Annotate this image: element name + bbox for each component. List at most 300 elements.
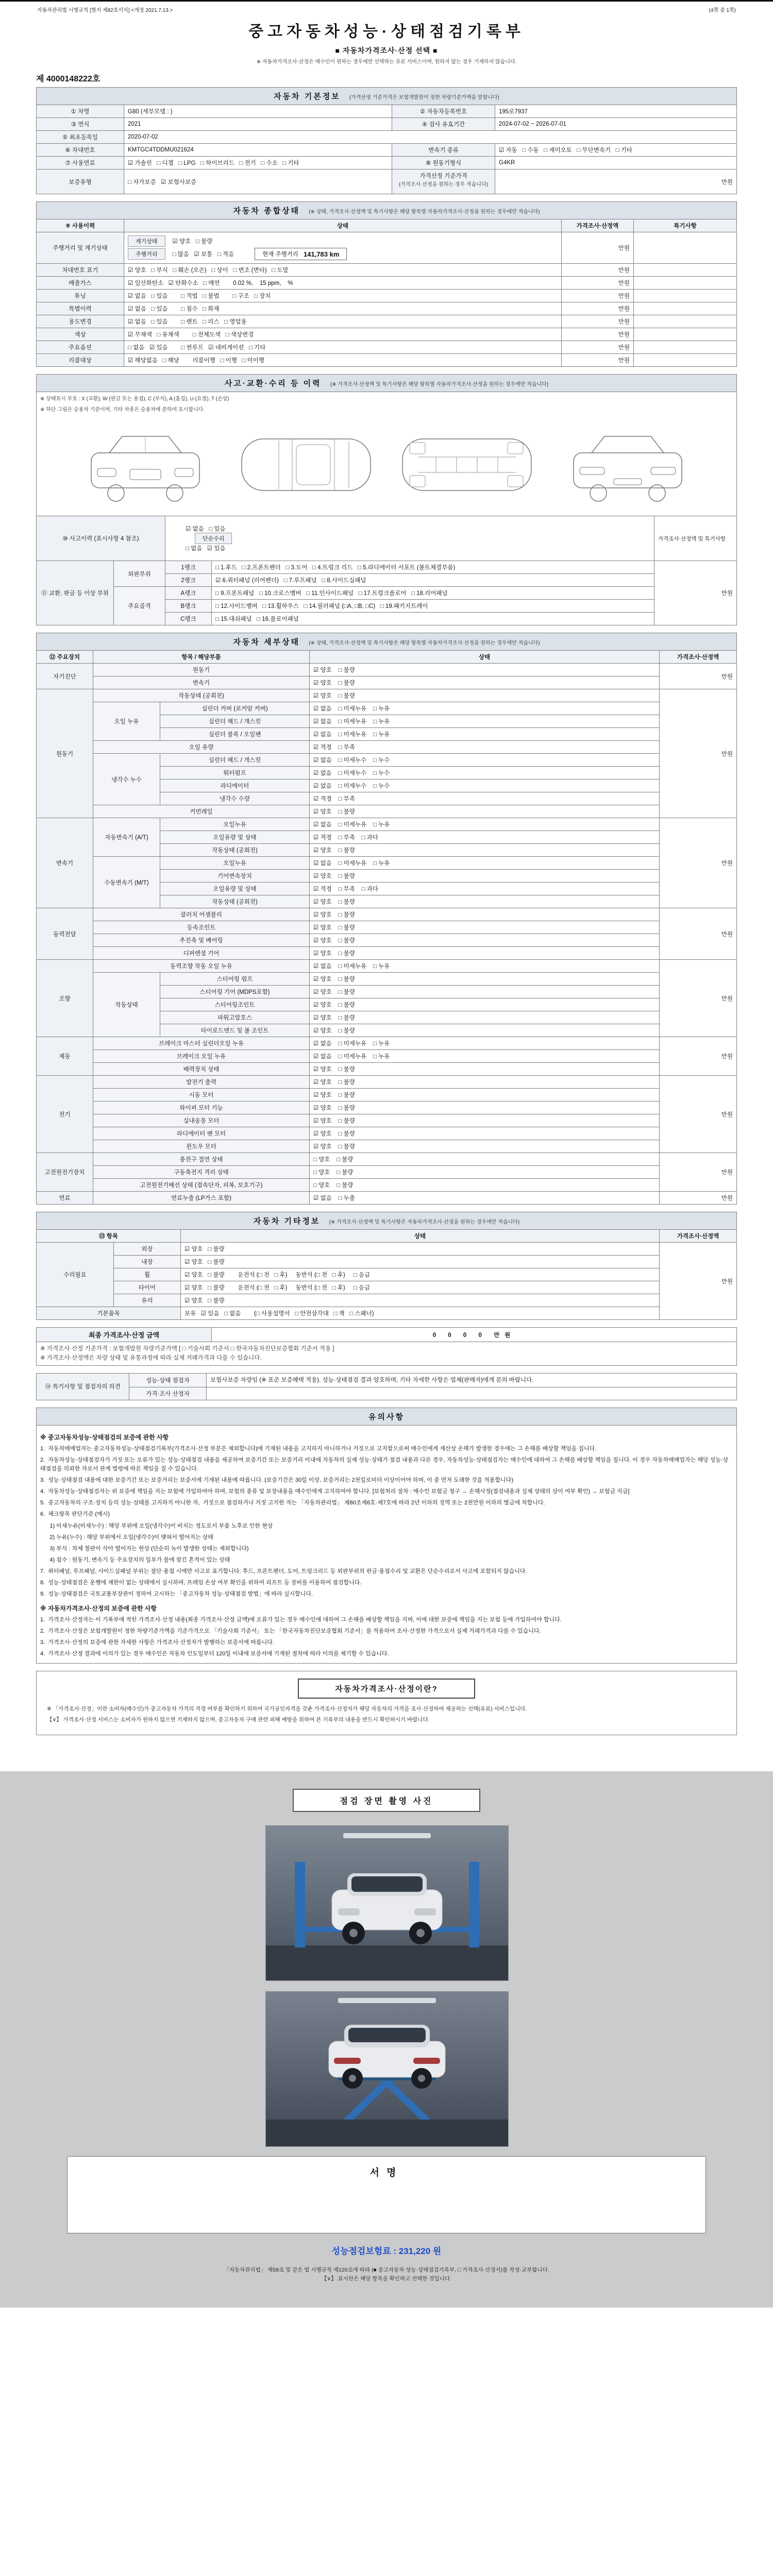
notice-item: 4. 가격조사·산정 결과에 이의가 있는 경우 매수인은 자동차 인도일부터 120일 이내에 보증서에 기재된 절차에 따라 이의를 제기할 수 있습니다. bbox=[40, 1650, 389, 1657]
detail-status: ☑ 없음 □ 미세누유 □ 누유 bbox=[310, 960, 660, 973]
price-cell: 만원 bbox=[561, 277, 633, 290]
detail-row bbox=[37, 1153, 737, 1166]
warranty-type-label: 보증유형 bbox=[37, 170, 124, 194]
special-history-label: 특별이력 bbox=[37, 302, 124, 315]
detail-item: 원동기 bbox=[93, 664, 310, 676]
simple-repair-label: 단순수리 bbox=[195, 533, 232, 544]
rankC-label: C랭크 bbox=[165, 613, 212, 625]
vehicle-name-label: ① 차명 bbox=[37, 105, 124, 118]
section-detailed-condition bbox=[37, 633, 737, 651]
detail-status: ☑ 양호 □ 불량 bbox=[310, 664, 660, 676]
detail-row bbox=[37, 1127, 737, 1140]
col-item: 항목 / 해당부품 bbox=[93, 651, 310, 664]
emission-status: ☑ 일산화탄소 ☑ 탄화수소 □ 매연 0.02 %, 15 ppm, % bbox=[124, 277, 562, 290]
price-cell: 만원 bbox=[561, 341, 633, 354]
price-cell: 만원 bbox=[561, 290, 633, 302]
detail-item: 윈도우 모터 bbox=[93, 1140, 310, 1153]
table-row bbox=[37, 341, 737, 354]
col-price: 가격조사·산정액 bbox=[561, 219, 633, 232]
table-row bbox=[37, 1281, 737, 1294]
group-steering: 조향 bbox=[37, 960, 93, 1037]
accident-history-status-cell bbox=[165, 516, 654, 561]
notice-item: 6. 체크항목 판단기준 (예시) bbox=[40, 1511, 110, 1518]
diagram-basis-legend: ※ 하단 그림은 승용차 기준이며, 기타 차종은 승용차에 준하여 표시합니다. bbox=[40, 407, 205, 413]
repair-needed-group: 수리필요 bbox=[37, 1243, 114, 1307]
accident-history-status: ☑ 없음 □ 있음 bbox=[185, 526, 226, 532]
detail-status: ☑ 양호 □ 불량 bbox=[310, 895, 660, 908]
col-price: 가격조사·산정액 bbox=[660, 1230, 737, 1243]
detail-row bbox=[37, 818, 737, 831]
detail-item: 오일유량 및 상태 bbox=[160, 831, 310, 844]
price-cell: 만원 bbox=[561, 264, 633, 277]
usage-change-label: 용도변경 bbox=[37, 315, 124, 328]
col-usage-history: ⑨ 사용이력 bbox=[37, 219, 124, 232]
col-device: ⑫ 주요장치 bbox=[37, 651, 93, 664]
price-cell: 만원 bbox=[561, 354, 633, 367]
col-status: 상태 bbox=[181, 1230, 660, 1243]
detail-item: 충전구 절연 상태 bbox=[93, 1153, 310, 1166]
law-note bbox=[36, 4, 737, 13]
detail-status: ☑ 없음 □ 미세누유 □ 누유 bbox=[310, 728, 660, 741]
vin-value: KMTGC4TDDMU021624 bbox=[124, 144, 392, 157]
meter-label: 계기상태 bbox=[128, 235, 165, 247]
detail-row bbox=[37, 1101, 737, 1114]
group-price: 만원 bbox=[659, 1192, 736, 1205]
detail-status: ☑ 양호 □ 불량 bbox=[310, 1114, 660, 1127]
document-title: 중고자동차성능·상태점검기록부 bbox=[248, 23, 525, 40]
detail-status: ☑ 없음 □ 미세누유 □ 누유 bbox=[310, 1037, 660, 1050]
detail-row bbox=[37, 1050, 737, 1063]
price-survey-explainer-p1: ※ 「가격조사·산정」이란 소비자(매수인)가 중고자동차 가격의 적정 여부를 확인하기 위하여 국가공인자격을 갖춘 가격조사·산정자가 해당 자동차의 가격을 조사·산정하여 제공하는 선택(유료) 서비스입니다. bbox=[47, 1706, 527, 1713]
group-power-train: 동력전달 bbox=[37, 908, 93, 960]
detail-status: ☑ 없음 □ 미세누수 □ 누수 bbox=[310, 754, 660, 767]
detail-status: ☑ 양호 □ 불량 bbox=[310, 1089, 660, 1101]
base-price-label-text: 가격산정 기준가격 bbox=[419, 173, 467, 179]
price-survey-explainer bbox=[36, 1671, 737, 1735]
detail-item: 실린더 헤드 / 개스킷 bbox=[160, 754, 310, 767]
detail-status: ☑ 적정 □ 부족 bbox=[310, 792, 660, 805]
fuel-type-label: ⑦ 사용연료 bbox=[37, 157, 124, 170]
notice-item: 1) 미세누유(미세누수) : 해당 부위에 오일(냉각수)이 비치는 정도로서 부품 노후로 인한 현상 bbox=[40, 1522, 273, 1529]
detail-status: ☑ 양호 □ 불량 bbox=[310, 805, 660, 818]
inspection-valid-label: ④ 검사 유효기간 bbox=[392, 118, 495, 131]
accident-history-table bbox=[36, 374, 737, 625]
detail-status: □ 양호 □ 불량 bbox=[310, 1166, 660, 1179]
section-notice bbox=[37, 1408, 737, 1426]
detail-row bbox=[37, 1089, 737, 1101]
price-survey-select-title: ■ 자동차가격조사·산정 선택 ■ bbox=[335, 46, 438, 55]
section-note: (가격산정 기준가격은 보험개발원이 정한 차량기준가액을 말합니다) bbox=[349, 95, 499, 100]
table-row bbox=[37, 328, 737, 341]
detail-status: ☑ 적정 □ 부족 □ 과다 bbox=[310, 883, 660, 895]
page-number-note: (4쪽 중 1쪽) bbox=[709, 8, 736, 13]
detail-status: ☑ 양호 □ 불량 bbox=[310, 998, 660, 1011]
photo-section-title: 점검 장면 촬영 사진 bbox=[293, 1789, 480, 1812]
mileage-label: 주행거리 bbox=[128, 248, 165, 260]
subgroup-coolant-leak: 냉각수 누수 bbox=[93, 754, 160, 805]
vin-mark-label: 차대번호 표기 bbox=[37, 264, 124, 277]
final-price-label: 최종 가격조사·산정 금액 bbox=[37, 1328, 212, 1342]
rank-row bbox=[37, 587, 737, 600]
inspection-valid-value: 2024-07-02 ~ 2026-07-01 bbox=[495, 118, 737, 131]
signature-box bbox=[67, 2156, 706, 2233]
detail-status: ☑ 양호 □ 불량 bbox=[310, 689, 660, 702]
detail-status: ☑ 양호 □ 불량 bbox=[310, 1011, 660, 1024]
basic-info-table bbox=[36, 87, 737, 194]
remark-cell bbox=[633, 232, 736, 264]
model-year-label: ③ 연식 bbox=[37, 118, 124, 131]
detail-row bbox=[37, 1179, 737, 1192]
table-row bbox=[37, 354, 737, 367]
engine-type-value: G4KR bbox=[495, 157, 737, 170]
detail-item: 스티어링 펌프 bbox=[160, 973, 310, 986]
section-title: 유의사항 bbox=[368, 1413, 405, 1422]
detail-status: ☑ 없음 □ 미세누유 □ 누유 bbox=[310, 715, 660, 728]
table-row bbox=[37, 157, 737, 170]
detail-item: 타이로드엔드 및 볼 조인트 bbox=[160, 1024, 310, 1037]
col-remark: 특기사항 bbox=[633, 219, 736, 232]
detail-item: 워터펌프 bbox=[160, 767, 310, 779]
current-mileage-box bbox=[255, 248, 347, 260]
notice-item: 2. 가격조사·산정은 보험개발원이 정한 차량기준가액을 기준가격으로 「기술사회 기준서」 또는 「한국자동차진단보증협회 기준서」를 적용하여 조사·산정한 가격으로서 실제 거래가격과 다를 수 있습니다. bbox=[40, 1628, 541, 1634]
section-note: (※ 가격조사·산정액 및 특기사항은 자동차가격조사·산정을 원하는 경우에만 적습니다) bbox=[329, 1219, 520, 1225]
group-price: 만원 bbox=[659, 1153, 736, 1192]
emission-label: 배출가스 bbox=[37, 277, 124, 290]
simple-repair-status: □ 없음 ☑ 있음 bbox=[185, 546, 226, 552]
accident-flag-row bbox=[37, 516, 737, 561]
detail-item: 실린더 블록 / 오일팬 bbox=[160, 728, 310, 741]
remark-cell bbox=[633, 328, 736, 341]
detail-row bbox=[37, 702, 737, 715]
notice-item: 4) 침수 : 원동기, 변속기 등 주요장치의 일부가 물에 잠긴 흔적이 있는 상태 bbox=[40, 1556, 230, 1563]
final-price-row bbox=[37, 1328, 737, 1342]
detail-row bbox=[37, 973, 737, 986]
detail-status: ☑ 양호 □ 불량 bbox=[310, 947, 660, 960]
first-registration-value: 2020-07-02 bbox=[124, 131, 737, 144]
recall-label: 리콜대상 bbox=[37, 354, 124, 367]
base-price-value: 만원 bbox=[495, 170, 737, 194]
table-row bbox=[37, 1294, 737, 1307]
meter-status: ☑ 양호 □ 불량 bbox=[172, 239, 213, 245]
detail-status: ☑ 양호 □ 불량 bbox=[310, 844, 660, 857]
table-row bbox=[37, 302, 737, 315]
detail-status: ☑ 없음 □ 미세누수 □ 누수 bbox=[310, 779, 660, 792]
appraiser-role-label: 가격·조사 산정자 bbox=[129, 1387, 207, 1400]
detail-status: ☑ 없음 □ 미세누유 □ 누유 bbox=[310, 857, 660, 870]
appraiser-opinion-text bbox=[207, 1387, 737, 1400]
fuel-type-checkboxes: ☑ 가솔린 □ 디젤 □ LPG □ 하이브리드 □ 전기 □ 수소 □ 기타 bbox=[124, 157, 392, 170]
group-electric: 전기 bbox=[37, 1076, 93, 1153]
notice-body-row bbox=[37, 1426, 737, 1664]
section-overall-condition bbox=[37, 202, 737, 219]
current-mileage-label: 현재 주행거리 bbox=[262, 251, 298, 258]
detail-item: 실내송풍 모터 bbox=[93, 1114, 310, 1127]
notice-item: 3) 부식 : 차체 철판이 삭아 떨어지는 현상 (단순히 녹이 발생한 상태는 제외합니다) bbox=[40, 1545, 249, 1552]
car-diagram-underbody-view bbox=[392, 421, 542, 509]
detail-status: ☑ 양호 □ 불량 bbox=[310, 986, 660, 998]
basic-items-status: 보유 ☑ 있음 □ 없음 (□ 사용설명서 □ 안전삼각대 □ 잭 □ 스패너) bbox=[181, 1307, 660, 1320]
detail-status: ☑ 양호 □ 불량 bbox=[310, 1140, 660, 1153]
detail-item: 디퍼렌셜 기어 bbox=[93, 947, 310, 960]
accident-price-header: 가격조사·산정액 및 특기사항 bbox=[654, 516, 736, 561]
detail-item: 배력장치 상태 bbox=[93, 1063, 310, 1076]
detail-item: 오일 유량 bbox=[93, 741, 310, 754]
color-label: 색상 bbox=[37, 328, 124, 341]
notice-item: 2) 누유(누수) : 해당 부위에서 오일(냉각수)이 맺혀서 떨어지는 상태 bbox=[40, 1534, 213, 1540]
detail-item: 연료누출 (LP가스 포함) bbox=[93, 1192, 310, 1205]
rankC-items: □ 15.대쉬패널 □ 16.플로어패널 bbox=[212, 613, 654, 625]
car-diagram-front-view bbox=[71, 421, 220, 509]
accident-price-cell: 만원 bbox=[654, 561, 736, 625]
mileage-status: □ 많음 ☑ 보통 □ 적음 bbox=[172, 251, 234, 258]
inspection-photo-front bbox=[265, 1825, 509, 1981]
detail-status: □ 양호 □ 불량 bbox=[310, 1153, 660, 1166]
table-row bbox=[37, 131, 737, 144]
inspection-photo-rear-lifted bbox=[265, 1991, 509, 2147]
subgroup-steering-operation: 작동상태 bbox=[93, 973, 160, 1037]
tire-label: 타이어 bbox=[114, 1281, 181, 1294]
remark-cell bbox=[633, 277, 736, 290]
law-note-text: 자동차관리법 시행규칙 [별지 제82호서식] <개정 2021.7.13.> bbox=[37, 8, 173, 13]
table-row bbox=[37, 105, 737, 118]
group-self-diagnosis: 자기진단 bbox=[37, 664, 93, 689]
special-history-status: ☑ 없음 □ 있음 □ 침수 □ 화재 bbox=[124, 302, 562, 315]
tire-status: ☑ 양호 □ 불량 운전석 (□ 전 □ 후) 동반석 (□ 전 □ 후) □ 응급 bbox=[181, 1281, 660, 1294]
detail-item: 라디에이터 팬 모터 bbox=[93, 1127, 310, 1140]
rankB-label: B랭크 bbox=[165, 600, 212, 613]
table-row bbox=[37, 290, 737, 302]
section-title: 자동차 기본정보 bbox=[274, 92, 341, 101]
detail-item: 스티어링 기어 (MDPS포함) bbox=[160, 986, 310, 998]
exterior-status: ☑ 양호 □ 불량 bbox=[181, 1243, 660, 1256]
group-fuel: 연료 bbox=[37, 1192, 93, 1205]
detail-status: ☑ 양호 □ 불량 bbox=[310, 676, 660, 689]
transmission-type-checkboxes: ☑ 자동 □ 수동 □ 세미오토 □ 무단변속기 □ 기타 bbox=[495, 144, 737, 157]
notice-item: 8. 성능·상태점검은 운행에 제한이 없는 상태에서 실시하며, 프레임 손상 여부 확인을 위하여 리프트 등 장비를 이용하여 점검합니다. bbox=[40, 1579, 362, 1586]
detail-row bbox=[37, 921, 737, 934]
diagram-row bbox=[37, 392, 737, 516]
detail-item: 라디에이터 bbox=[160, 779, 310, 792]
price-survey-explainer-title: 자동차가격조사·산정이란? bbox=[298, 1679, 475, 1699]
section-etc-info bbox=[37, 1212, 737, 1230]
detail-status: ☑ 적정 □ 부족 bbox=[310, 741, 660, 754]
group-transmission: 변속기 bbox=[37, 818, 93, 908]
notice-heading-1: ※ 중고자동차성능·상태점검의 보증에 관한 사항 bbox=[40, 1434, 169, 1442]
detail-status: ☑ 없음 □ 미세누유 □ 누유 bbox=[310, 818, 660, 831]
model-year-value: 2021 bbox=[124, 118, 392, 131]
detail-item: 냉각수 수량 bbox=[160, 792, 310, 805]
table-header-row bbox=[37, 651, 737, 664]
outer-panel-label: 외판부위 bbox=[114, 561, 165, 587]
detail-status: ☑ 양호 □ 불량 bbox=[310, 921, 660, 934]
etc-price-cell: 만원 bbox=[660, 1243, 737, 1320]
group-engine: 원동기 bbox=[37, 689, 93, 818]
detail-row bbox=[37, 676, 737, 689]
detail-item: 작동상태 (공회전) bbox=[160, 844, 310, 857]
interior-status: ☑ 양호 □ 불량 bbox=[181, 1256, 660, 1268]
notice-item: 3. 성능·상태점검 내용에 대한 보증기간 또는 보증거리는 보증서에 기재된 내용에 따릅니다. (보증기간은 30일 이상, 보증거리는 2천킬로미터 이상이어야 하며, 이 중 먼저 도래한 것을 적용합니다) bbox=[40, 1477, 513, 1484]
detail-row bbox=[37, 908, 737, 921]
group-brake: 제동 bbox=[37, 1037, 93, 1076]
col-status: 상태 bbox=[124, 219, 562, 232]
detail-row bbox=[37, 1063, 737, 1076]
rank-row bbox=[37, 561, 737, 574]
section-title: 사고·교환·수리 등 이력 bbox=[224, 379, 322, 388]
table-row bbox=[37, 1307, 737, 1320]
detail-item: 변속기 bbox=[93, 676, 310, 689]
group-price: 만원 bbox=[659, 908, 736, 960]
vin-label: ⑥ 차대번호 bbox=[37, 144, 124, 157]
detail-row bbox=[37, 1037, 737, 1050]
detail-row bbox=[37, 947, 737, 960]
detail-status: ☑ 적정 □ 부족 □ 과다 bbox=[310, 831, 660, 844]
detail-row bbox=[37, 1140, 737, 1153]
exchange-panel-label: ⑪ 교환, 판금 등 이상 부위 bbox=[37, 561, 114, 625]
notice-item: 3. 가격조사·산정의 보증에 관한 자세한 사항은 가격조사·산정자가 발행하는 보증서에 따릅니다. bbox=[40, 1639, 274, 1646]
detail-status: □ 양호 □ 불량 bbox=[310, 1179, 660, 1192]
detail-item: 오일누유 bbox=[160, 857, 310, 870]
detail-item: 등속조인트 bbox=[93, 921, 310, 934]
notice-item: 1. 가격조사·산정자는 이 기록부에 적힌 가격조사·산정 내용(최종 가격조사·산정 금액)에 오류가 있는 경우 매수인에 대하여 그 손해를 배상할 책임을 지며, 이에 대한 보증에 책임을 지는 보험 등에 가입하여야 합니다. bbox=[40, 1616, 562, 1623]
car-diagram-cell bbox=[37, 392, 737, 516]
insurance-premium-label: 성능점검보험료 : bbox=[331, 2246, 396, 2256]
basic-items-label: 기본품목 bbox=[37, 1307, 181, 1320]
detail-item: 브레이크 마스터 실린더오일 누유 bbox=[93, 1037, 310, 1050]
detail-row bbox=[37, 664, 737, 676]
vehicle-name-value: G80 (세부모델 : ) bbox=[124, 105, 392, 118]
detail-item: 브레이크 오일 누유 bbox=[93, 1050, 310, 1063]
table-row bbox=[37, 1268, 737, 1281]
price-cell: 만원 bbox=[561, 302, 633, 315]
section-note: (※ 상태, 가격조사·산정액 및 특기사항은 해당 항목별 자동차가격조사·산정을 원하는 경우에만 적습니다) bbox=[309, 209, 540, 215]
group-price: 만원 bbox=[659, 818, 736, 908]
overall-condition-table bbox=[36, 201, 737, 367]
price-survey-select-note: ※ 자동차가격조사·산정은 매수인이 원하는 경우에만 선택하는 유료 서비스이며, 원하지 않는 경우 기재하지 않습니다. bbox=[256, 59, 517, 65]
detail-item: 작동상태 (공회전) bbox=[93, 689, 310, 702]
table-header-row bbox=[37, 219, 737, 232]
detail-item: 실린더 커버 (로커암 커버) bbox=[160, 702, 310, 715]
detail-status: ☑ 없음 □ 누출 bbox=[310, 1192, 660, 1205]
final-price-amount: 0 0 0 0 만원 bbox=[212, 1328, 737, 1342]
detail-item: 기어변속장치 bbox=[160, 870, 310, 883]
price-survey-explainer-p2: 【∨】 가격조사·산정 서비스는 소비자가 원하지 않으면 기재하지 않으며, 중고자동차 구매 관련 피해 예방을 위하여 본 기록부의 내용을 반드시 확인하시기 바랍니다. bbox=[47, 1716, 430, 1723]
table-row bbox=[37, 264, 737, 277]
rankA-label: A랭크 bbox=[165, 587, 212, 600]
detail-status: ☑ 양호 □ 불량 bbox=[310, 1127, 660, 1140]
notice-list-2 bbox=[40, 1616, 733, 1658]
group-high-voltage: 고전원전기장치 bbox=[37, 1153, 93, 1192]
group-price: 만원 bbox=[659, 960, 736, 1037]
table-row bbox=[37, 315, 737, 328]
remark-cell bbox=[633, 302, 736, 315]
inspector-opinion-table bbox=[36, 1373, 737, 1400]
table-row bbox=[37, 1256, 737, 1268]
col-status: 상태 bbox=[310, 651, 660, 664]
notice-item: 5. 중고자동차의 구조·장치 등의 성능·상태를 고지하지 아니한 자, 거짓으로 점검하거나 거짓 고지한 자는 「자동차관리법」 제80조제6호·제7호에 따라 2년 이하의 징역 또는 2천만원 이하의 벌금에 처합니다. bbox=[40, 1500, 545, 1506]
final-price-notes-row bbox=[37, 1342, 737, 1366]
car-diagram-top-view bbox=[231, 421, 381, 509]
notice-item: 7. 쿼터패널, 루프패널, 사이드실패널 부위는 절단·용접 시에만 사고로 표기합니다. 후드, 프론트펜더, 도어, 트렁크리드 등 외판부위의 판금·용접수리 및 교환은 단순수리로서 사고에 포함되지 않습니다. bbox=[40, 1568, 527, 1574]
final-price-note-1: ※ 가격조사·산정 기준가격 : 보험개발원 차량기준가액 [ □ 기술사회 기준서 □ 한국자동차진단보증협회 기준서 적용 ] bbox=[40, 1346, 334, 1352]
main-option-label: 주요옵션 bbox=[37, 341, 124, 354]
section-title: 자동차 세부상태 bbox=[233, 638, 300, 647]
wheel-status: ☑ 양호 □ 불량 운전석 (□ 전 □ 후) 동반석 (□ 전 □ 후) □ 응급 bbox=[181, 1268, 660, 1281]
table-header-row bbox=[37, 1230, 737, 1243]
detail-item: 시동 모터 bbox=[93, 1089, 310, 1101]
group-price: 만원 bbox=[659, 689, 736, 818]
detail-item: 고전원전기배선 상태 (접속단자, 피복, 보호기구) bbox=[93, 1179, 310, 1192]
detail-item: 추진축 및 베어링 bbox=[93, 934, 310, 947]
notice-item: 4. 자동차성능·상태점검자는 위 보증에 책임을 지는 보험에 가입하여야 하며, 보험의 종류 및 보장내용을 매수인에게 고지하여야 합니다. [보험처리 절차 : 매수인 보험금 청구 → 손해사정(점검내용과 실제 상태의 상이 여부 확인) → 보험금 지급] bbox=[40, 1488, 630, 1495]
table-row bbox=[37, 118, 737, 131]
notice-item: 9. 성능·상태점검은 국토교통부장관이 정하여 고시하는 「중고자동차 성능·상태점검 방법」에 따라 실시합니다. bbox=[40, 1590, 313, 1597]
notice-table bbox=[36, 1408, 737, 1664]
final-price-table bbox=[36, 1327, 737, 1366]
price-cell: 만원 bbox=[561, 232, 633, 264]
usage-change-status: ☑ 없음 □ 있음 □ 렌트 □ 리스 □ 영업용 bbox=[124, 315, 562, 328]
etc-info-table bbox=[36, 1212, 737, 1320]
accident-history-label: ⑩ 사고이력 (표시사항 4 참조) bbox=[37, 516, 165, 561]
detail-status: ☑ 양호 □ 불량 bbox=[310, 934, 660, 947]
detail-item: 작동상태 (공회전) bbox=[160, 895, 310, 908]
exterior-label: 외장 bbox=[114, 1243, 181, 1256]
insurance-premium-line bbox=[0, 2244, 773, 2257]
first-registration-label: ⑤ 최초등록일 bbox=[37, 131, 124, 144]
section-title: 자동차 기타정보 bbox=[253, 1217, 321, 1226]
transmission-type-label: 변속기 종류 bbox=[392, 144, 495, 157]
price-cell: 만원 bbox=[561, 315, 633, 328]
car-diagram-rear-view bbox=[553, 421, 702, 509]
table-row bbox=[37, 1243, 737, 1256]
notice-list-1 bbox=[40, 1445, 733, 1599]
detail-item: 발전기 출력 bbox=[93, 1076, 310, 1089]
section-basic-info bbox=[37, 88, 737, 105]
detail-item: 오일누유 bbox=[160, 818, 310, 831]
detail-item: 커먼레일 bbox=[93, 805, 310, 818]
notice-item: 1. 자동차매매업자는 중고자동차성능·상태점검기록부(가격조사·산정 부분은 제외합니다)에 기재된 내용을 고지하지 아니하거나 거짓으로 고지함으로써 매수인에게 재산상 손해가 발생한 경우에는 그 손해를 배상할 책임을 집니다. bbox=[40, 1446, 597, 1452]
table-row bbox=[37, 144, 737, 157]
inspector-opinion-text: 보험사보증 차량임 (※ 표준 보증혜택 적용). 성능·상태점검 결과 양호하며, 기타 자세한 사항은 업체(판매자)에게 문의 바랍니다. bbox=[207, 1373, 737, 1387]
recall-status: ☑ 해당없음 □ 해당 리콜이행 □ 이행 □ 미이행 bbox=[124, 354, 562, 367]
document-number: 제 4000148222호 bbox=[36, 75, 100, 83]
remark-cell bbox=[633, 290, 736, 302]
price-cell: 만원 bbox=[561, 328, 633, 341]
legal-footer bbox=[0, 2266, 773, 2284]
vin-mark-status: ☑ 양호 □ 부식 □ 훼손 (오손) □ 상이 □ 변조 (변타) □ 도말 bbox=[124, 264, 562, 277]
detail-status: ☑ 양호 □ 불량 bbox=[310, 1076, 660, 1089]
glass-status: ☑ 양호 □ 불량 bbox=[181, 1294, 660, 1307]
detail-row bbox=[37, 1076, 737, 1089]
section-accident-history bbox=[37, 375, 737, 392]
main-frame-label: 주요골격 bbox=[114, 587, 165, 625]
table-row bbox=[37, 277, 737, 290]
car-diagrams bbox=[40, 417, 733, 514]
subgroup-automatic-transmission: 자동변속기 (A/T) bbox=[93, 818, 160, 857]
detail-item: 파워고압호스 bbox=[160, 1011, 310, 1024]
warranty-type-checkboxes: □ 자가보증 ☑ 보험사보증 bbox=[124, 170, 392, 194]
detail-status: ☑ 양호 □ 불량 bbox=[310, 1024, 660, 1037]
table-row bbox=[37, 170, 737, 194]
inspection-photos bbox=[265, 1825, 508, 2147]
opinion-row bbox=[37, 1387, 737, 1400]
detail-row bbox=[37, 805, 737, 818]
opinion-row bbox=[37, 1373, 737, 1387]
registration-number-value: 195로7937 bbox=[495, 105, 737, 118]
detail-row bbox=[37, 754, 737, 767]
inspector-role-label: 성능·상태 점검자 bbox=[129, 1373, 207, 1387]
detail-item: 오일유량 및 상태 bbox=[160, 883, 310, 895]
final-price-notes bbox=[37, 1342, 737, 1366]
